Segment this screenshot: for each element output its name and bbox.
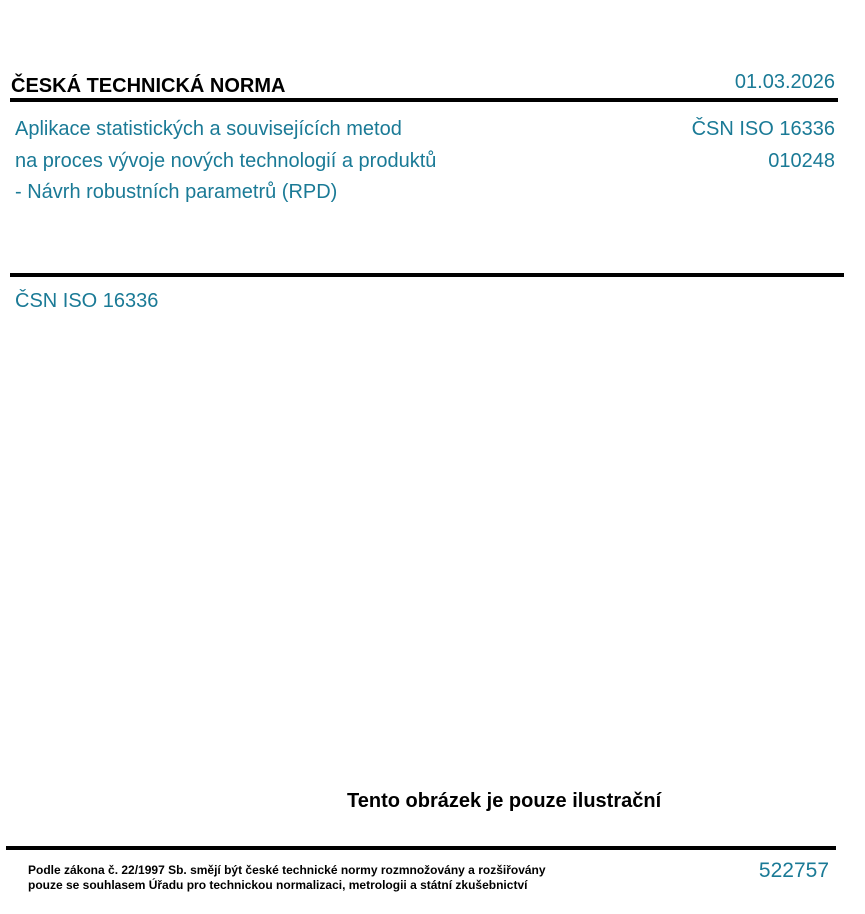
publication-date: 01.03.2026 — [734, 71, 835, 93]
legal-notice-line-2: pouze se souhlasem Úřadu pro technickou normalizaci, metrologii a státní zkušebnictví — [28, 878, 528, 892]
subject-line-3: - Návrh robustních parametrů (RPD) — [15, 181, 338, 203]
header-divider — [10, 98, 838, 102]
subject-line-1: Aplikace statistických a souvisejících metod — [15, 118, 402, 140]
legal-notice-line-1: Podle zákona č. 22/1997 Sb. smějí být české technické normy rozmnožovány a rozšiřovány — [28, 863, 546, 877]
section-divider — [10, 273, 844, 277]
document-number: 522757 — [758, 859, 829, 882]
standard-identifiers — [692, 114, 835, 177]
illustration-notice: Tento obrázek je pouze ilustrační — [347, 790, 662, 812]
standard-subject — [15, 114, 436, 209]
subject-line-2: na proces vývoje nových technologií a produktů — [15, 149, 437, 172]
standard-designation: ČSN ISO 16336 — [691, 118, 835, 140]
body-standard-designation: ČSN ISO 16336 — [15, 290, 159, 312]
norm-heading: ČESKÁ TECHNICKÁ NORMA — [11, 75, 286, 97]
legal-notice — [28, 863, 546, 893]
classification-number: 010248 — [768, 149, 835, 172]
footer-divider — [6, 846, 836, 850]
